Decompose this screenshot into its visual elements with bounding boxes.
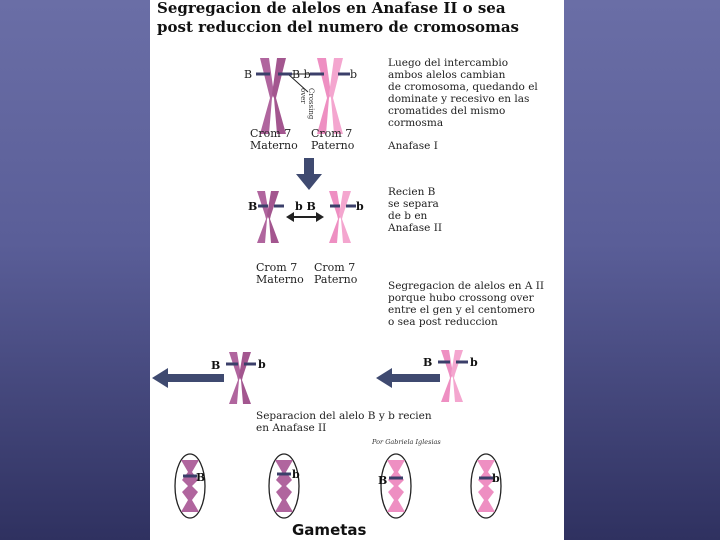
segregation-note-line: Segregacion de alelos en A II (388, 280, 545, 292)
title-line-2: post reduccion del numero de cromosomas (157, 18, 519, 36)
stage2-note-line: Recien B (388, 186, 436, 198)
stage1-paternal-label-2: Paterno (311, 139, 355, 152)
stage1-maternal-chromosome (260, 58, 286, 134)
gamete-1 (175, 454, 205, 518)
stage2-paternal-chromosome (329, 191, 351, 243)
segregation-note-line: porque hubo crossong over (388, 292, 534, 304)
diagram-sheet (150, 0, 564, 540)
stage3-right-chromosome (441, 350, 463, 402)
gamete-allele: B (196, 471, 206, 484)
gametes-label: Gametas (292, 521, 367, 539)
gamete-3 (378, 454, 411, 518)
stage1-stage-label: Anafase I (388, 140, 438, 152)
stage3-caption-line-1: Separacion del alelo B y b recien (256, 410, 432, 422)
stage1-note-line: dominate y recesivo en las (388, 93, 530, 105)
stage2-note-line: de b en (388, 210, 428, 222)
stage1-allele-b: b (350, 68, 358, 81)
stage3-right-allele-B: B (423, 356, 433, 369)
stage2-double-arrow (286, 212, 324, 222)
stage2-maternal-chromosome (257, 191, 279, 243)
crossover-label-1: Crossing (307, 88, 315, 120)
stage3-left-allele-B: B (211, 359, 221, 372)
title-line-1: Segregacion de alelos en Anafase II o sea (157, 0, 506, 17)
stage2-note-line: Anafase II (388, 222, 442, 234)
stage1-note-line: Luego del intercambio (388, 57, 509, 69)
stage2-maternal-label-2: Materno (256, 273, 304, 286)
stage2-maternal-label-1: Crom 7 (256, 261, 298, 274)
stage2-note (387, 186, 442, 234)
gamete-allele: b (492, 472, 500, 485)
gamete-2 (269, 454, 300, 518)
stage1-maternal-label-2: Materno (250, 139, 298, 152)
credit: Por Gabriela Iglesias (372, 438, 441, 446)
stage2-note-line: se separa (388, 198, 439, 210)
stage2-paternal-label-2: Paterno (314, 273, 358, 286)
gamete-4 (471, 454, 501, 518)
stage1-note-line: cromatides del mismo (388, 105, 506, 117)
stage1-paternal-chromosome (317, 58, 343, 134)
crossover-label-2: over (299, 88, 307, 104)
gamete-allele: B (378, 474, 388, 487)
down-arrow (296, 158, 322, 190)
segregation-note-line: entre el gen y el centomero (388, 304, 535, 316)
stage1-maternal-label-1: Crom 7 (250, 127, 292, 140)
stage2-allele-B: B (248, 200, 258, 213)
left-arrow-2 (376, 368, 440, 388)
stage1-allele-B: B (244, 68, 253, 81)
stage3-left-chromosome (229, 352, 251, 404)
stage1-note-line: ambos alelos cambian (388, 69, 506, 81)
stage1-note-line: cormosma (388, 117, 444, 129)
stage1-paternal-label-1: Crom 7 (311, 127, 353, 140)
stage1-allele-Bb: B b (292, 68, 311, 81)
stage3-left-allele-b: b (258, 358, 266, 371)
stage2-allele-bB: b B (295, 200, 316, 213)
gamete-allele: b (292, 468, 300, 481)
diagram-canvas (150, 0, 564, 540)
segregation-note-line: o sea post reduccion (388, 316, 498, 328)
stage3-right-allele-b: b (470, 356, 478, 369)
stage2-allele-b: b (356, 200, 364, 213)
segregation-note (388, 280, 544, 328)
stage2-paternal-label-1: Crom 7 (314, 261, 356, 274)
stage1-note (388, 57, 538, 129)
stage1-note-line: de cromosoma, quedando el (388, 81, 538, 93)
stage3-caption-line-2: en Anafase II (256, 422, 327, 434)
